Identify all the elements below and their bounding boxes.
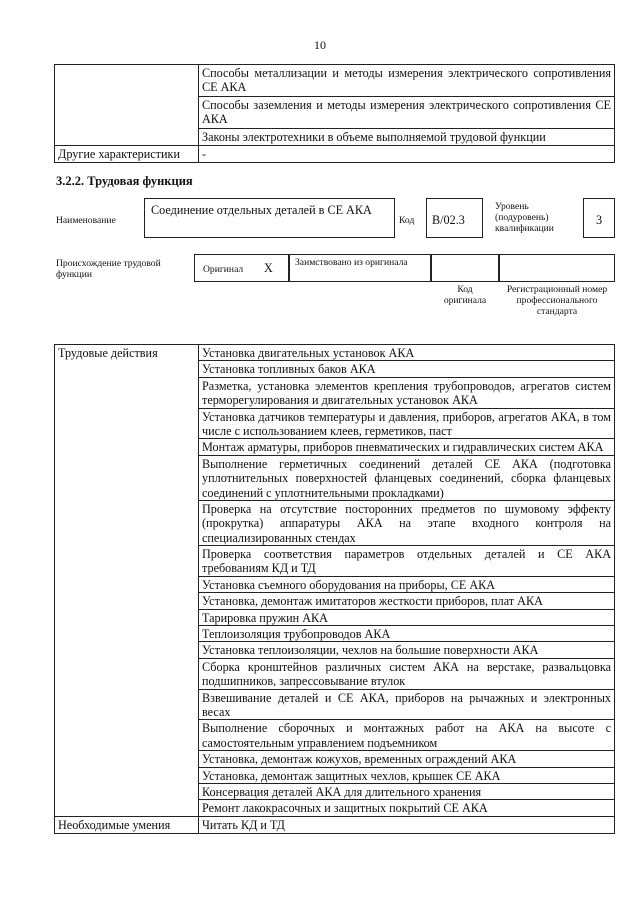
labor-function-table [54,344,615,834]
labor-action-item: Установка съемного оборудования на приборы, СЕ АКА [199,576,615,592]
table-row [55,816,615,833]
knowledge-table [54,64,615,163]
borrowed-label: Заимствовано из оригинала [295,257,408,268]
labor-action-item: Выполнение герметичных соединений деталей СЕ АКА (подготовка уплотнительных поверхностей фланцевых соединений, сборка фланцевых соединений с уплотнительными прокладками) [199,455,615,500]
knowledge-item: Способы заземления и методы измерения электрического сопротивления СЕ АКА [199,96,615,128]
borrowed-box [289,254,431,282]
labor-action-item: Теплоизоляция трубопроводов АКА [199,626,615,642]
code-value-box [426,198,483,238]
labor-action-item: Взвешивание деталей и СЕ АКА, приборов на рычажных и электронных весах [199,689,615,720]
original-mark: X [264,261,273,275]
labor-action-item: Установка, демонтаж имитаторов жесткости приборов, плат АКА [199,593,615,609]
original-label: Оригинал [203,264,244,275]
labor-action-item: Установка, демонтаж защитных чехлов, крышек СЕ АКА [199,767,615,783]
table-row [55,65,615,97]
original-box [194,254,289,282]
knowledge-item: Способы металлизации и методы измерения электрического сопротивления СЕ АКА [199,65,615,97]
table-row [55,145,615,162]
page-number: 10 [314,38,326,52]
origin-label: Происхождение трудовой функции [56,258,161,281]
other-characteristics-label: Другие характеристики [55,145,199,162]
name-value: Соединение отдельных деталей в СЕ АКА [151,203,372,217]
registration-number-box [499,254,615,282]
labor-action-item: Консервация деталей АКА для длительного хранения [199,783,615,799]
name-value-box [144,198,395,238]
labor-action-item: Сборка кронштейнов различных систем АКА на верстаке, развальцовка подшипников, запрессовывание втулок [199,658,615,689]
labor-action-item: Установка, демонтаж кожухов, временных ограждений АКА [199,751,615,767]
labor-action-item: Ремонт лакокрасочных и защитных покрытий СЕ АКА [199,800,615,816]
labor-action-item: Установка двигательных установок АКА [199,345,615,361]
knowledge-item: Законы электротехники в объеме выполняемой трудовой функции [199,128,615,145]
required-skills-label: Необходимые умения [55,816,199,833]
labor-action-item: Установка датчиков температуры и давления, приборов, агрегатов АКА, в том числе с использованием клеев, герметиков, паст [199,408,615,439]
labor-action-item: Монтаж арматуры, приборов пневматических и гидравлических систем АКА [199,439,615,455]
level-value-box [583,198,615,238]
table-cell-empty [55,65,199,146]
labor-action-item: Установка топливных баков АКА [199,361,615,377]
labor-actions-label: Трудовые действия [55,345,199,817]
level-value: 3 [595,213,603,227]
other-characteristics-value: - [199,145,615,162]
table-row [55,345,615,361]
registration-number-caption: Регистрационный номер профессионального стандарта [506,284,608,318]
labor-action-item: Проверка на отсутствие посторонних предметов по шумовому эффекту (прокрутка) аппаратуры АКА на этапе входного контроля на специализированных стендах [199,500,615,545]
code-value: B/02.3 [432,213,465,227]
labor-action-item: Тарировка пружин АКА [199,609,615,625]
labor-action-item: Разметка, установка элементов крепления трубопроводов, агрегатов систем терморегулирования и двигательных установок АКА [199,377,615,408]
section-title: 3.2.2. Трудовая функция [56,174,193,188]
code-label: Код [399,215,415,226]
labor-action-item: Установка теплоизоляции, чехлов на большие поверхности АКА [199,642,615,658]
labor-action-item: Выполнение сборочных и монтажных работ на АКА на высоте с самостоятельным управлением подъемником [199,720,615,751]
required-skill-item: Читать КД и ТД [199,816,615,833]
level-label: Уровень (подуровень) квалификации [495,201,554,235]
labor-action-item: Проверка соответствия параметров отдельных деталей и СЕ АКА требованиям КД и ТД [199,546,615,577]
original-code-box [431,254,499,282]
original-code-caption: Код оригинала [443,284,487,307]
name-label: Наименование [56,215,116,226]
